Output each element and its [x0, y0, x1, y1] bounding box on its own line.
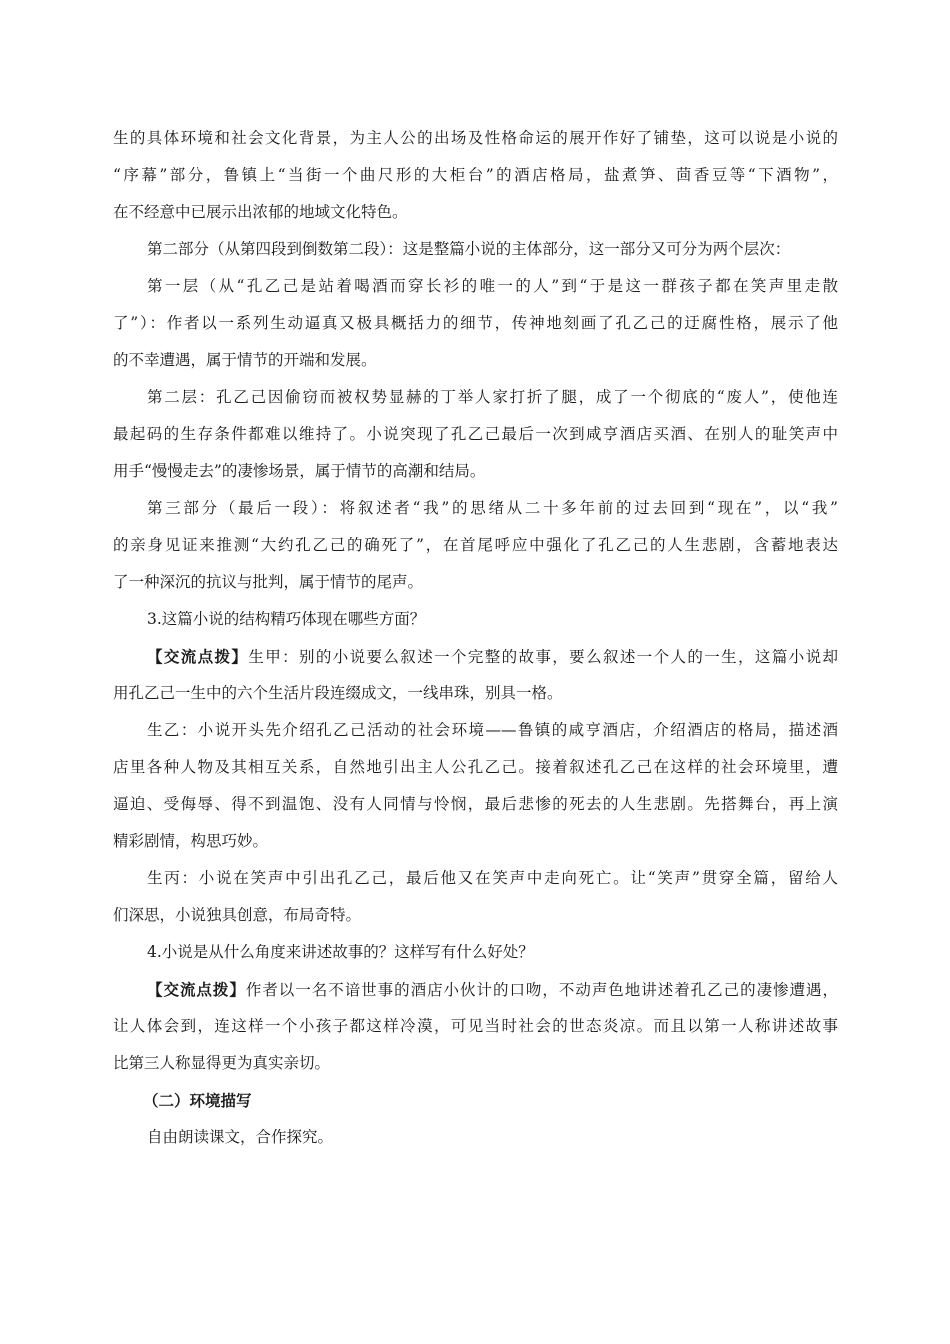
- text-line: 们深思，小说独具创意，布局奇特。: [113, 906, 362, 924]
- answer-label: 【交流点拨】: [147, 647, 249, 666]
- text-line: 店里各种人物及其相互关系，自然地引出主人公孔乙己。接着叙述孔乙己在这样的社会环境里，遭: [113, 758, 838, 776]
- text-line: 生的具体环境和社会文化背景，为主人公的出场及性格命运的展开作好了铺垫，这可以说是小说的: [113, 129, 838, 147]
- text-line: [113, 971, 838, 1008]
- text-line: 让人体会到，连这样一个小孩子都这样冷漠，可见当时社会的世态炎凉。而且以第一人称讲述故事: [113, 1017, 838, 1035]
- section-heading: [113, 1082, 838, 1119]
- text-line: 第一层（从“孔乙己是站着喝酒而穿长衫的唯一的人”到“于是这一群孩子都在笑声里走散: [147, 277, 838, 295]
- paragraph: [113, 379, 838, 490]
- text-line: 用孔乙己一生中的六个生活片段连缀成文，一线串珠，别具一格。: [113, 684, 563, 702]
- paragraph: [113, 268, 838, 379]
- text-line: 第三部分（最后一段）：将叙述者“我”的思绪从二十多年前的过去回到“现在”，以“我”: [147, 499, 838, 517]
- answer-paragraph: [113, 638, 838, 712]
- paragraph: [113, 231, 838, 268]
- text-line: 了一种深沉的抗议与批判，属于情节的尾声。: [113, 573, 424, 591]
- text-line: 了”）：作者以一系列生动逼真又极具概括力的细节，传神地刻画了孔乙己的迂腐性格，展示了他: [113, 314, 838, 332]
- answer-paragraph: [113, 860, 838, 934]
- answer-label: 【交流点拨】: [147, 980, 246, 999]
- document-page: [113, 120, 838, 1156]
- text-line: 第二部分（从第四段到倒数第二段）：这是整篇小说的主体部分，这一部分又可分为两个层次：: [147, 240, 791, 258]
- question-text: 3.这篇小说的结构精巧体现在哪些方面？: [147, 610, 426, 628]
- text-line: [113, 638, 838, 675]
- text-segment: 作者以一名不谙世事的酒店小伙计的口吻，不动声色地讲述着孔乙己的凄惨遭遇，: [245, 981, 838, 999]
- paragraph: [113, 490, 838, 601]
- answer-paragraph: [113, 712, 838, 860]
- question-text: 4.小说是从什么角度来讲述故事的？这样写有什么好处？: [147, 943, 534, 961]
- question: [113, 601, 838, 638]
- paragraph: [113, 120, 838, 231]
- text-line: 逼迫、受侮辱、得不到温饱、没有人同情与怜悯，最后悲惨的死去的人生悲剧。先搭舞台，再上演: [113, 795, 838, 813]
- question: [113, 934, 838, 971]
- text-line: 用手“慢慢走去”的凄惨场景，属于情节的高潮和结局。: [113, 462, 486, 480]
- text-line: 自由朗读课文，合作探究。: [147, 1128, 334, 1146]
- text-line: 精彩剧情，构思巧妙。: [113, 832, 269, 850]
- text-line: 第二层：孔乙己因偷窃而被权势显赫的丁举人家打折了腿，成了一个彻底的“废人”，使他连: [147, 388, 838, 406]
- text-line: 生乙：小说开头先介绍孔乙己活动的社会环境——鲁镇的咸亨酒店，介绍酒店的格局，描述酒: [147, 721, 838, 739]
- text-line: 在不经意中已展示出浓郁的地域文化特色。: [113, 203, 408, 221]
- text-line: 的不幸遭遇，属于情节的开端和发展。: [113, 351, 377, 369]
- answer-paragraph: [113, 971, 838, 1082]
- paragraph: [113, 1119, 838, 1156]
- text-line: 生丙：小说在笑声中引出孔乙己，最后他又在笑声中走向死亡。让“笑声”贯穿全篇，留给人: [147, 869, 838, 887]
- text-line: “序幕”部分，鲁镇上“当街一个曲尺形的大柜台”的酒店格局，盐煮笋、茴香豆等“下酒物”，: [113, 166, 838, 184]
- text-line: 最起码的生存条件都难以维持了。小说突现了孔乙己最后一次到咸亨酒店买酒、在别人的耻笑声中: [113, 425, 838, 443]
- text-line: 的亲身见证来推测“大约孔乙己的确死了”，在首尾呼应中强化了孔乙己的人生悲剧，含蓄地表达: [113, 536, 838, 554]
- text-line: 比第三人称显得更为真实亲切。: [113, 1054, 331, 1072]
- heading-text: （二）环境描写: [143, 1091, 252, 1110]
- text-segment: 生甲：别的小说要么叙述一个完整的故事，要么叙述一个人的一生，这篇小说却: [248, 648, 838, 666]
